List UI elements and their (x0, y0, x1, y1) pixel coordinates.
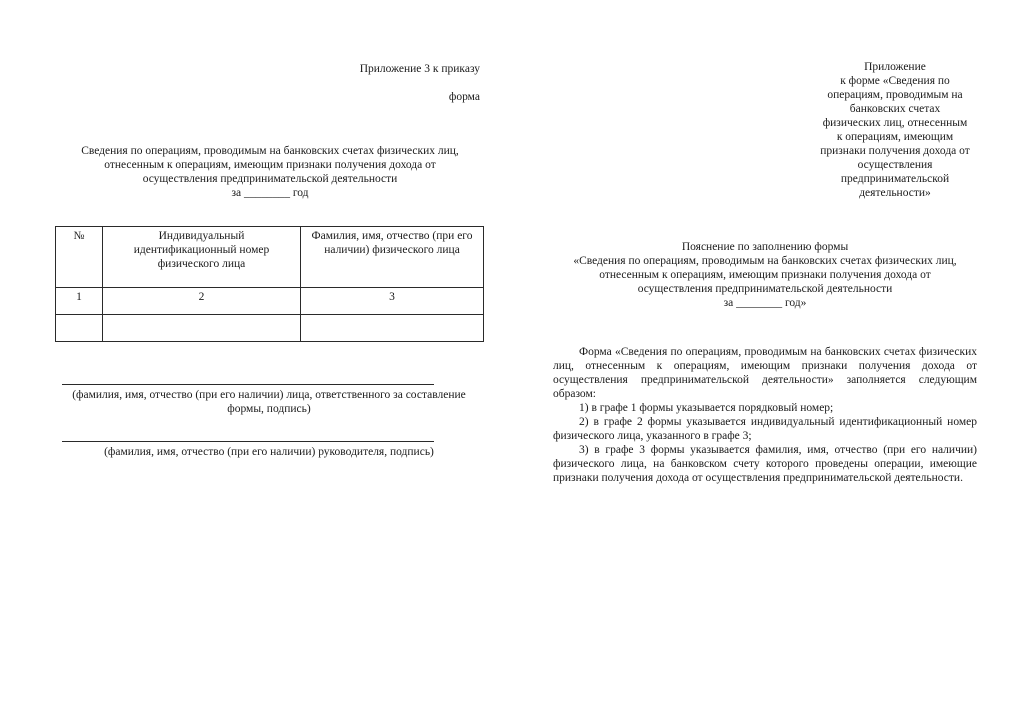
signature-caption-responsible: (фамилия, имя, отчество (при его наличии) лица, ответственного за составление формы, подпись) (72, 389, 466, 415)
body-paragraph: 1) в графе 1 формы указывается порядковый номер; (579, 402, 834, 414)
explanation-title-line: осуществления предпринимательской деятельности (637, 283, 893, 295)
body-paragraph: 2) в графе 2 формы указывается индивидуальный идентификационный номер физического лица, указанного в графе 3; (553, 416, 977, 442)
empty-cell (56, 315, 103, 342)
appendix-line: операциям, проводимым на (827, 89, 963, 101)
appendix-reference: Приложение 3 к приказу (359, 63, 480, 75)
appendix-line: признаки получения дохода от (820, 145, 970, 157)
signature-line (62, 384, 434, 385)
form-label: форма (448, 91, 480, 103)
column-number-cell: 1 (56, 288, 103, 315)
form-title-year-line: за ________ год (231, 187, 309, 199)
table-header-row (56, 227, 484, 288)
explanation-title-line: Пояснение по заполнению формы (681, 241, 849, 253)
body-paragraph: Форма «Сведения по операциям, проводимым на банковских счетах физических лиц, отнесенным к операциям, имеющим признаки получения дохода от осуществления предпринимательской деятельности» заполняется следующим образом: (553, 346, 977, 400)
column-number-cell: 2 (103, 288, 301, 315)
form-title-line: осуществления предпринимательской деятельности (142, 173, 398, 185)
table-header-number: № (56, 227, 103, 288)
appendix-line: к операциям, имеющим (836, 131, 954, 143)
appendix-line: к форме «Сведения по (840, 75, 950, 87)
explanation-title (553, 240, 977, 310)
table-header-fullname: Фамилия, имя, отчество (при его наличии) физического лица (301, 227, 484, 288)
appendix-line: Приложение (864, 61, 926, 73)
appendix-line: физических лиц, отнесенным (822, 117, 968, 129)
body-paragraph: 3) в графе 3 формы указывается фамилия, имя, отчество (при его наличии) физического лица, на банковском счету которого проведены операции, имеющие признаки получения дохода от осуществления предпринимательской деятельности. (553, 444, 977, 484)
appendix-line: банковских счетах (849, 103, 941, 115)
form-title-line: отнесенным к операциям, имеющим признаки получения дохода от (104, 159, 436, 171)
appendix-line: предпринимательской (840, 173, 950, 185)
form-title (60, 144, 480, 200)
form-table (55, 226, 484, 342)
table-header-iin: Индивидуальный идентификационный номер физического лица (103, 227, 301, 288)
appendix-block (800, 60, 990, 200)
explanation-title-year-line: за ________ год» (723, 297, 807, 309)
empty-cell (103, 315, 301, 342)
explanation-title-line: отнесенным к операциям, имеющим признаки получения дохода от (599, 269, 931, 281)
table-row (56, 315, 484, 342)
explanation-title-line: «Сведения по операциям, проводимым на банковских счетах физических лиц, (573, 255, 957, 267)
explanation-body (553, 345, 977, 485)
signature-caption-head: (фамилия, имя, отчество (при его наличии) руководителя, подпись) (104, 446, 434, 458)
column-number-cell: 3 (301, 288, 484, 315)
appendix-line: осуществления (857, 159, 933, 171)
appendix-line: деятельности» (859, 187, 931, 199)
empty-cell (301, 315, 484, 342)
signature-line (62, 441, 434, 442)
form-title-line: Сведения по операциям, проводимым на банковских счетах физических лиц, (81, 145, 459, 157)
table-row (56, 288, 484, 315)
